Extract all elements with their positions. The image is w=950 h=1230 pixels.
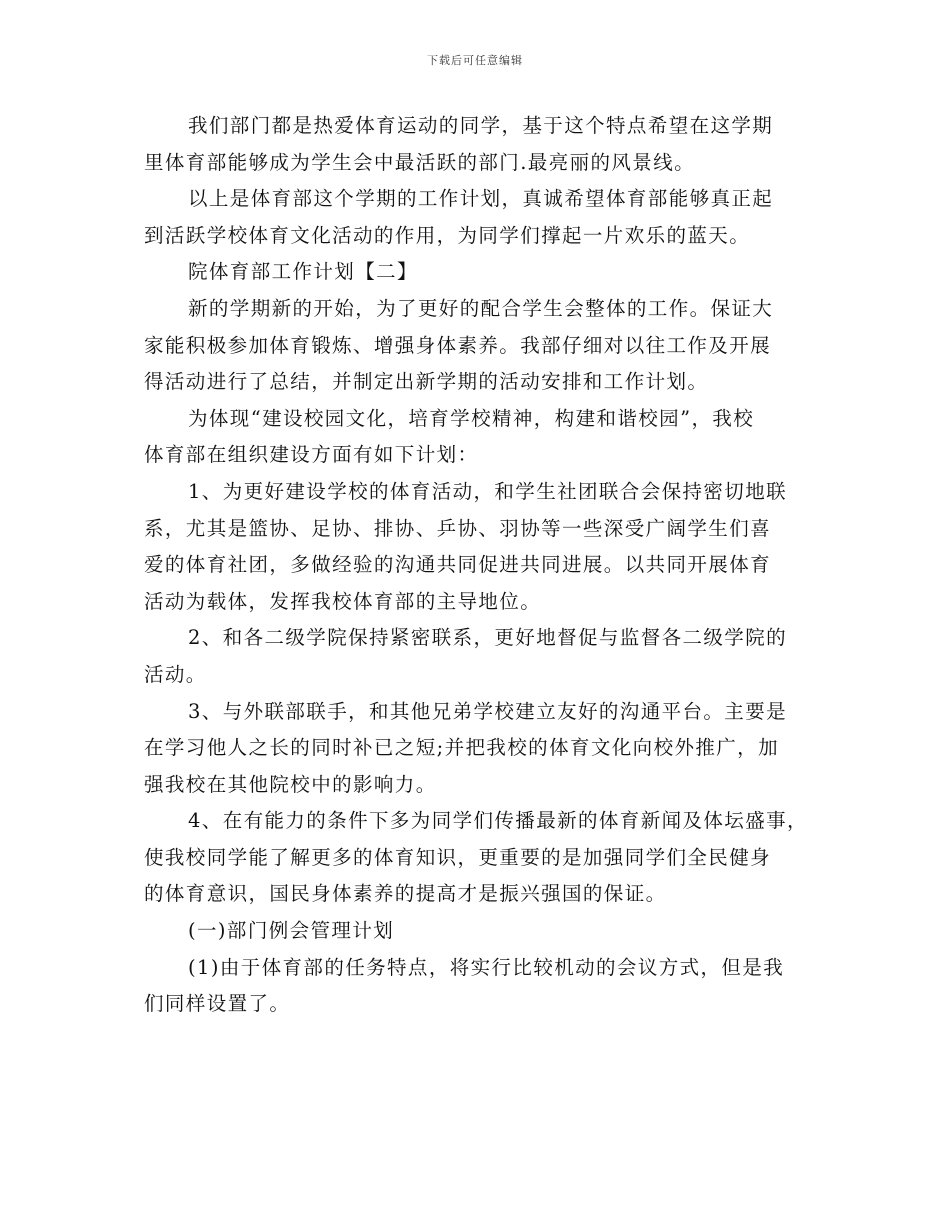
text-line: 里体育部能够成为学生会中最活跃的部门.最亮丽的风景线。: [144, 150, 695, 174]
text-line: 爱的体育社团，多做经验的沟通共同促进共同进展。以共同开展体育: [144, 553, 772, 577]
paragraph-3: [144, 291, 812, 401]
paragraph-4: [144, 401, 812, 474]
text-line: 的体育意识，国民身体素养的提高才是振兴强国的保证。: [144, 882, 667, 906]
document-body: [144, 108, 812, 1023]
list-item-3: [144, 694, 812, 804]
paragraph-5: [144, 950, 812, 1023]
subsection-heading: [144, 913, 812, 950]
text-line: (1)由于体育部的任务特点，将实行比较机动的会议方式，但是我: [188, 955, 785, 979]
text-line: 活动。: [144, 662, 207, 686]
text-line: 为体现“建设校园文化，培育学校精神，构建和谐校园”，我校: [188, 406, 755, 430]
paragraph-1: [144, 108, 812, 181]
list-item-4: [144, 803, 812, 913]
text-line: 系，尤其是篮协、足协、排协、乒协、羽协等一些深受广阔学生们喜: [144, 516, 772, 540]
text-line: 以上是体育部这个学期的工作计划，真诚希望体育部能够真正起: [188, 187, 774, 211]
text-line: 体育部在组织建设方面有如下计划：: [144, 443, 479, 467]
heading-line: (一)部门例会管理计划: [188, 919, 395, 943]
text-line: 1、为更好建设学校的体育活动，和学生社团联合会保持密切地联: [188, 479, 788, 503]
text-line: 在学习他人之长的同时补已之短;并把我校的体育文化向校外推广，加: [144, 736, 779, 760]
text-line: 我们部门都是热爱体育运动的同学，基于这个特点希望在这学期: [188, 114, 774, 137]
text-line: 强我校在其他院校中的影响力。: [144, 772, 437, 796]
list-item-2: [144, 620, 812, 693]
section-heading: [144, 254, 812, 291]
text-line: 4、在有能力的条件下多为同学们传播最新的体育新闻及体坛盛事，: [188, 809, 808, 833]
heading-line: 院体育部工作计划【二】: [188, 260, 418, 284]
text-line: 2、和各二级学院保持紧密联系，更好地督促与监督各二级学院的: [188, 626, 788, 650]
text-line: 使我校同学能了解更多的体育知识，更重要的是加强同学们全民健身: [144, 845, 772, 869]
text-line: 到活跃学校体育文化活动的作用，为同学们撑起一片欢乐的蓝天。: [144, 223, 751, 247]
list-item-1: [144, 474, 812, 620]
text-line: 得活动进行了总结，并制定出新学期的活动安排和工作计划。: [144, 370, 709, 394]
text-line: 家能积极参加体育锻炼、增强身体素养。我部仔细对以往工作及开展: [144, 333, 772, 357]
text-line: 新的学期新的开始，为了更好的配合学生会整体的工作。保证大: [188, 296, 774, 320]
text-line: 们同样设置了。: [144, 992, 291, 1016]
header-note: 下载后可任意编辑: [427, 54, 523, 67]
text-line: 3、与外联部联手，和其他兄弟学校建立友好的沟通平台。主要是: [188, 699, 788, 723]
text-line: 活动为载体，发挥我校体育部的主导地位。: [144, 589, 542, 613]
paragraph-2: [144, 181, 812, 254]
